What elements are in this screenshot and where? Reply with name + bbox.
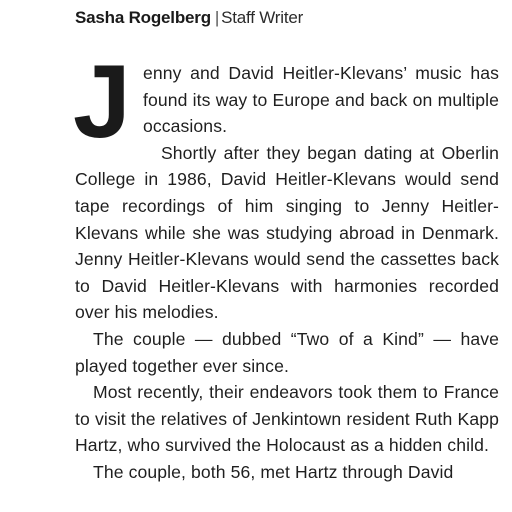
byline-separator: | [214,8,220,27]
lead-paragraph-text: enny and David Heitler-Klevans’ music has found its way to Europe and back on multiple occasions. [142,63,499,137]
paragraph: The couple, both 56, met Hartz through David [93,461,454,482]
article-body [73,44,499,486]
paragraph: The couple — dubbed “Two of a Kind” — have played together ever since. [75,328,499,376]
lead-paragraph [73,44,499,160]
paragraph: Shortly after they began dating at Oberlin College in 1986, David Heitler-Klevans would send tape recordings of him singing to Jenny Heitler-Klevans while she was studying abroad in Denmark. Jenny Heitler-Klevans would send the cassettes back to David Heitler-Klevans with harmonies recorded over his melodies. [75,142,499,323]
author-name: Sasha Rogelberg [75,8,211,27]
drop-cap: J [73,44,131,160]
paragraph: Most recently, their endeavors took them to France to visit the relatives of Jenkintown resident Ruth Kapp Hartz, who survived the Holocaust as a hidden child. [75,382,499,456]
byline [75,6,303,30]
author-role: Staff Writer [221,8,304,27]
